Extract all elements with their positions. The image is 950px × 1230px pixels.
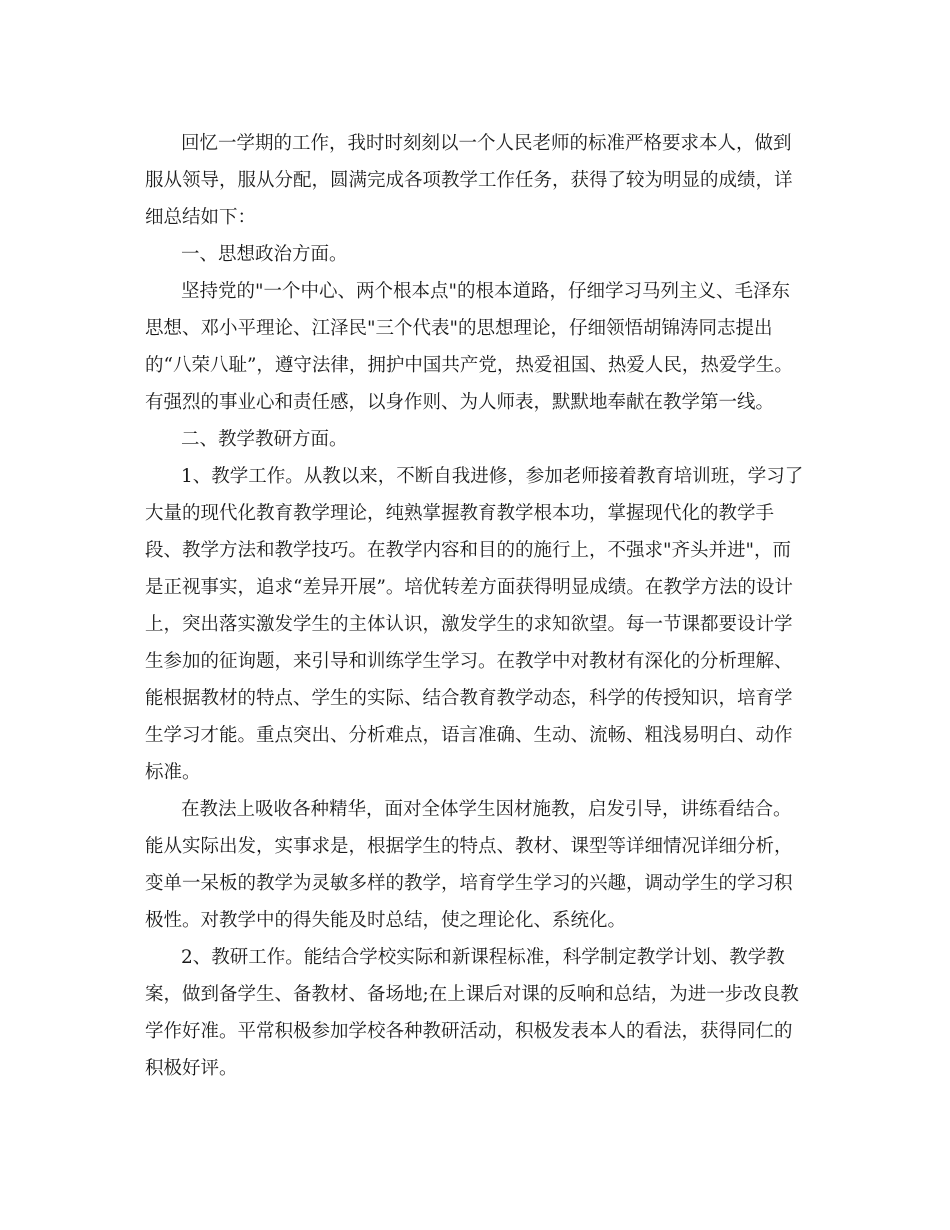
section-heading: 二、教学教研方面。 [181, 429, 348, 450]
text-line: 标准。 [145, 762, 201, 783]
text-line: 学作好准。平常积极参加学校各种教研活动，积极发表本人的看法，获得同仁的 [145, 1021, 793, 1042]
text-line: 生学习才能。重点突出、分析难点，语言准确、生动、流畅、粗浅易明白、动作 [145, 725, 793, 746]
text-line: 能从实际出发，实事求是，根据学生的特点、教材、课型等详细情况详细分析， [145, 836, 793, 857]
text-line: 案，做到备学生、备教材、备场地;在上课后对课的反响和总结，为进一步改良教 [145, 984, 799, 1005]
text-line: 1、教学工作。从教以来，不断自我进修，参加老师接着教育培训班，学习了 [181, 466, 804, 487]
text-line: 是正视事实，追求“差异开展”。培优转差方面获得明显成绩。在教学方法的设计 [145, 577, 793, 598]
text-line: 能根据教材的特点、学生的实际、结合教育教学动态，科学的传授知识，培育学 [145, 688, 793, 709]
text-line: 段、教学方法和教学技巧。在教学内容和目的的施行上，不强求"齐头并进"，而 [145, 540, 792, 561]
text-line: 大量的现代化教育教学理论，纯熟掌握教育教学根本功，掌握现代化的教学手 [145, 503, 775, 524]
text-line: 的“八荣八耻”，遵守法律，拥护中国共产党，热爱祖国、热爱人民，热爱学生。 [145, 355, 793, 376]
text-line: 服从领导，服从分配，圆满完成各项教学工作任务，获得了较为明显的成绩，详 [145, 170, 793, 191]
section-heading: 一、思想政治方面。 [181, 244, 348, 265]
text-line: 坚持党的"一个中心、两个根本点"的根本道路，仔细学习马列主义、毛泽东 [181, 281, 791, 302]
text-line: 在教法上吸收各种精华，面对全体学生因材施教，启发引导，讲练看结合。 [181, 799, 792, 820]
text-line: 生参加的征询题，来引导和训练学生学习。在教学中对教材有深化的分析理解、 [145, 651, 793, 672]
text-line: 有强烈的事业心和责任感，以身作则、为人师表，默默地奉献在教学第一线。 [145, 392, 775, 413]
text-line: 回忆一学期的工作，我时时刻刻以一个人民老师的标准严格要求本人，做到 [181, 133, 792, 154]
text-line: 变单一呆板的教学为灵敏多样的教学，培育学生学习的兴趣，调动学生的学习积 [145, 873, 793, 894]
text-line: 上，突出落实激发学生的主体认识，激发学生的求知欲望。每一节课都要设计学 [145, 614, 793, 635]
text-line: 细总结如下： [145, 207, 257, 228]
text-line: 2、教研工作。能结合学校实际和新课程标准，科学制定教学计划、教学教 [181, 947, 785, 968]
text-line: 思想、邓小平理论、江泽民"三个代表"的思想理论，仔细领悟胡锦涛同志提出 [145, 318, 773, 339]
text-line: 积极好评。 [145, 1058, 238, 1079]
text-line: 极性。对教学中的得失能及时总结，使之理论化、系统化。 [145, 910, 627, 931]
